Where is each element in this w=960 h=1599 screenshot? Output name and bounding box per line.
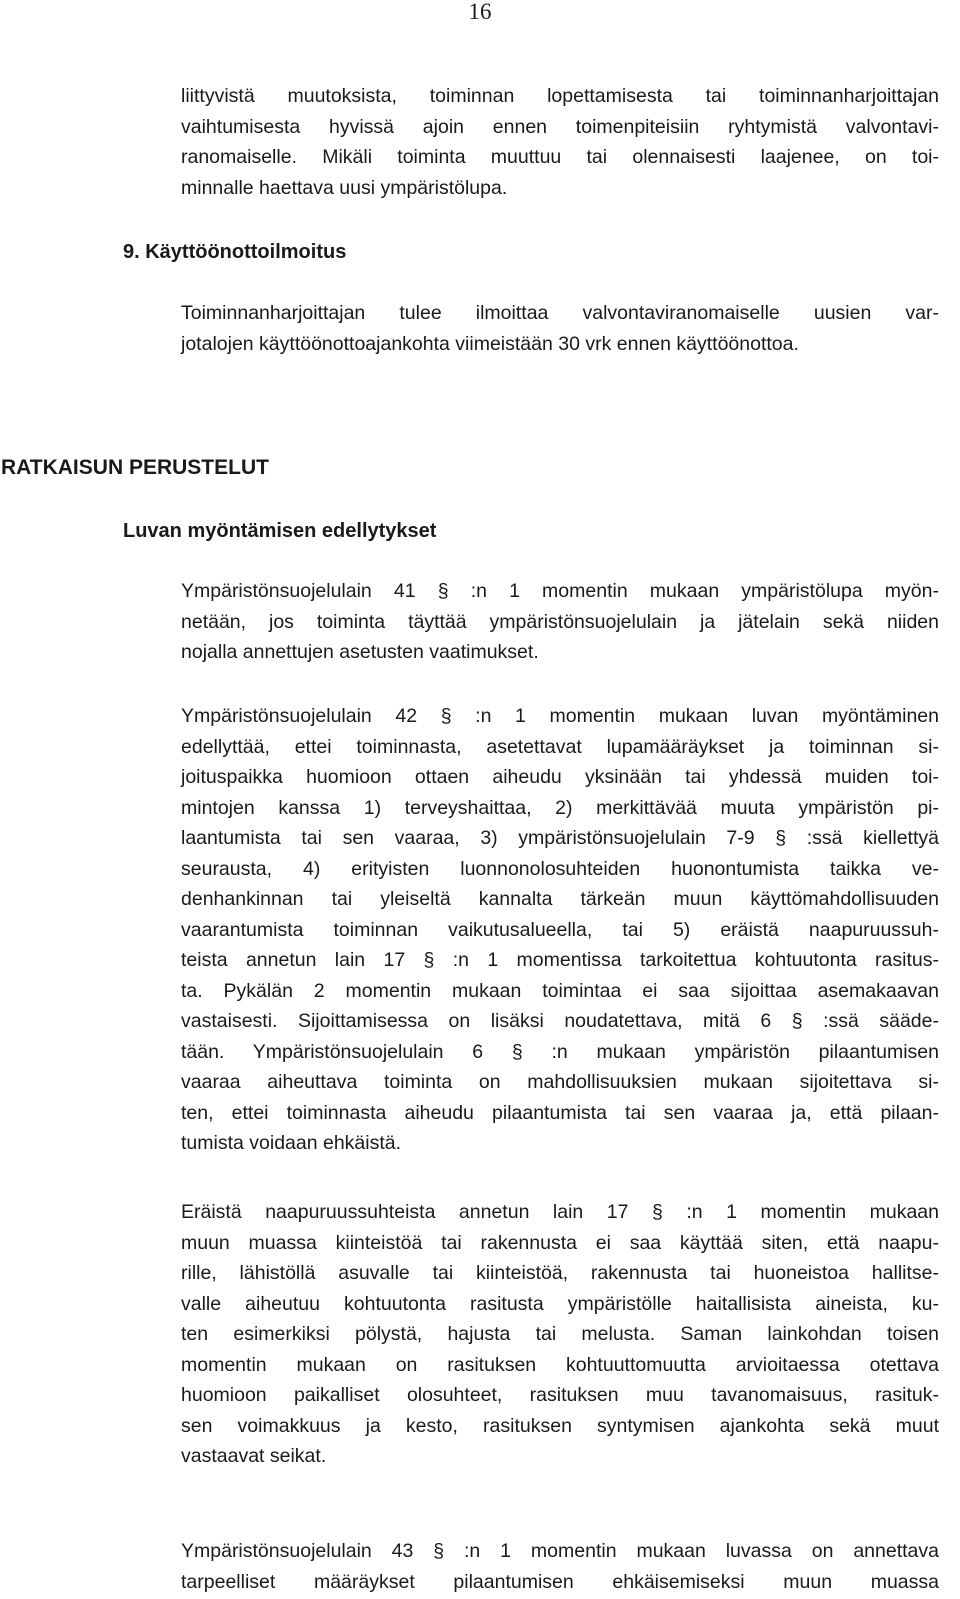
text-line: nojalla annettujen asetusten vaatimukset.	[181, 641, 539, 663]
text-line: liittyvistä muutoksista, toiminnan lopettamisesta tai toiminnanharjoittajan	[181, 85, 939, 107]
paragraph-section-43	[181, 1536, 939, 1597]
paragraph-section-9	[181, 298, 939, 359]
text-line: vaihtumisesta hyvissä ajoin ennen toimenpiteisiin ryhtymistä valvontavi-	[181, 115, 939, 138]
text-line: huomioon paikalliset olosuhteet, rasituksen muu tavanomaisuus, rasituk-	[181, 1384, 939, 1406]
text-line: tään. Ympäristönsuojelulain 6 § :n mukaan ympäristön pilaantumisen	[181, 1040, 939, 1063]
text-line: vaarantumista toiminnan vaikutusalueella, tai 5) eräistä naapuruussuh-	[181, 918, 939, 941]
paragraph-section-42	[181, 701, 939, 1159]
text-line: vastaisesti. Sijoittamisessa on lisäksi noudatettava, mitä 6 § :ssä sääde-	[181, 1010, 939, 1032]
text-line: ta. Pykälän 2 momentin mukaan toimintaa ei saa sijoittaa asemakaavan	[181, 979, 939, 1002]
text-line: tarpeelliset määräykset pilaantumisen ehkäisemiseksi muun muassa	[181, 1570, 939, 1593]
text-line: valle aiheutuu kohtuutonta rasitusta ympäristölle haitallisista aineista, ku-	[181, 1292, 939, 1315]
text-line: vaaraa aiheuttava toiminta on mahdollisuuksien mukaan sijoitettava si-	[181, 1071, 939, 1093]
text-line: denhankinnan tai yleiseltä kannalta tärkeän muun käyttömahdollisuuden	[181, 888, 939, 910]
text-line: muun muassa kiinteistöä tai rakennusta ei saa käyttää siten, että naapu-	[181, 1231, 939, 1254]
text-line: joituspaikka huomioon ottaen aiheudu yksinään tai yhdessä muiden toi-	[181, 766, 939, 788]
text-line: ten esimerkiksi pölystä, hajusta tai melusta. Saman lainkohdan toisen	[181, 1323, 939, 1345]
text-line: teista annetun lain 17 § :n 1 momentissa tarkoitettua kohtuutonta rasitus-	[181, 949, 939, 971]
text-line: Toiminnanharjoittajan tulee ilmoittaa valvontaviranomaiselle uusien var-	[181, 302, 939, 324]
text-line: jotalojen käyttöönottoajankohta viimeistään 30 vrk ennen käyttöönottoa.	[181, 332, 799, 355]
text-line: Ympäristönsuojelulain 42 § :n 1 momentin mukaan luvan myöntäminen	[181, 705, 939, 727]
text-line: minnalle haettava uusi ympäristölupa.	[181, 176, 508, 199]
section-9-heading: 9. Käyttöönottoilmoitus	[123, 241, 347, 263]
text-line: Ympäristönsuojelulain 43 § :n 1 momentin mukaan luvassa on annettava	[181, 1540, 939, 1562]
text-line: sen voimakkuus ja kesto, rasituksen syntymisen ajankohta sekä muut	[181, 1414, 939, 1437]
text-line: Ympäristönsuojelulain 41 § :n 1 momentin mukaan ympäristölupa myön-	[181, 580, 939, 602]
text-line: Eräistä naapuruussuhteista annetun lain 17 § :n 1 momentin mukaan	[181, 1201, 939, 1223]
text-line: edellyttää, ettei toiminnasta, asetettavat lupamääräykset ja toiminnan si-	[181, 735, 939, 758]
text-line: laantumista tai sen vaaraa, 3) ympäristönsuojelulain 7-9 § :ssä kiellettyä	[181, 827, 939, 849]
paragraph-naapuruussuhdelaki-17	[181, 1197, 939, 1472]
text-line: rille, lähistöllä asuvalle tai kiinteistöä, rakennusta tai huoneistoa hallitse-	[181, 1262, 939, 1284]
text-line: momentin mukaan on rasituksen kohtuuttomuutta arvioitaessa otettava	[181, 1353, 939, 1376]
main-heading: RATKAISUN PERUSTELUT	[1, 456, 269, 479]
text-line: ten, ettei toiminnasta aiheudu pilaantumista tai sen vaaraa ja, että pilaan-	[181, 1101, 939, 1124]
text-line: vastaavat seikat.	[181, 1445, 327, 1467]
page-number: 16	[468, 0, 492, 24]
paragraph-section-41	[181, 576, 939, 668]
paragraph-intro	[181, 81, 939, 203]
sub-heading: Luvan myöntämisen edellytykset	[123, 520, 437, 542]
text-line: seurausta, 4) erityisten luonnonolosuhteiden huonontumista taikka ve-	[181, 857, 939, 880]
text-line: ranomaiselle. Mikäli toiminta muuttuu tai olennaisesti laajenee, on toi-	[181, 146, 939, 168]
text-line: mintojen kanssa 1) terveyshaittaa, 2) merkittävää muuta ympäristön pi-	[181, 796, 939, 819]
text-line: netään, jos toiminta täyttää ympäristönsuojelulain ja jätelain sekä niiden	[181, 610, 939, 633]
text-line: tumista voidaan ehkäistä.	[181, 1132, 402, 1154]
